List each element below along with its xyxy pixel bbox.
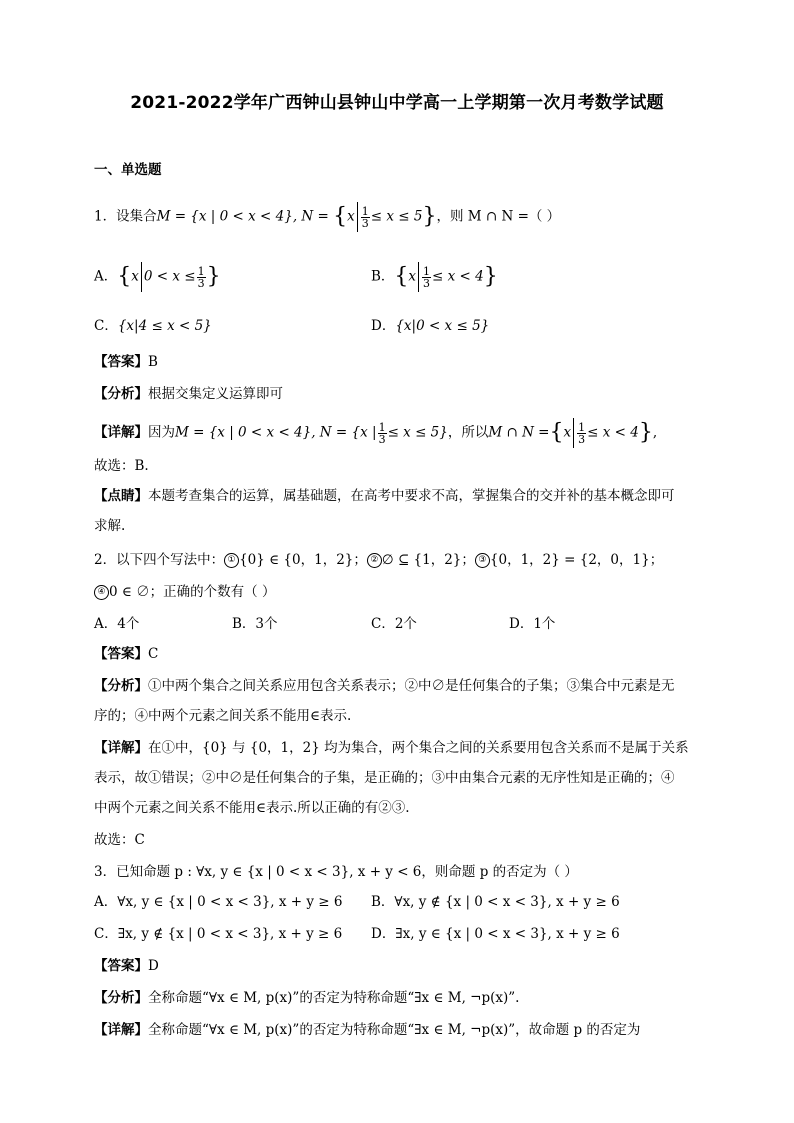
q1-answer-value: B [148, 354, 158, 370]
q1-comment-line1: 本题考查集合的运算，属基础题，在高考中要求不高，掌握集合的交并补的基本概念即可 [148, 488, 675, 504]
q1-m-def: M = {x | 0 < x < 4} [156, 208, 293, 225]
q2-stem [94, 550, 700, 570]
q2-stem-intro: 2．以下四个写法中： [94, 552, 225, 568]
q1-option-c [94, 316, 212, 336]
q1-analysis-text: 根据交集定义运算即可 [148, 386, 283, 402]
q3-detail-text: 全称命题“∀x ∈ M, p(x)”的否定为特称命题“∃x ∈ M, ¬p(x)”，故命题 p 的否定为 [148, 1022, 641, 1038]
q1-comment-tag: 【点睛】 [94, 488, 148, 504]
q1-option-c-label: C． [94, 318, 118, 334]
q2-stem-line2 [94, 582, 700, 602]
q2-analysis-line2: 序的；④中两个元素之间关系不能用∈表示. [94, 708, 352, 724]
section-heading: 一、单选题 [94, 162, 162, 178]
q2-statement-4: 0 ∈ ∅；正确的个数有（ ） [109, 584, 276, 600]
q2-detail-line2: 表示，故①错误；②中∅是任何集合的子集，是正确的；③中由集合元素的无序性知是正确的；④ [94, 770, 675, 786]
q1-answer-tag: 【答案】 [94, 354, 148, 370]
q1-option-d-label: D． [371, 318, 396, 334]
q1-stem-post: ，则 M ∩ N =（ ） [436, 208, 561, 225]
q1-comment-line2: 求解. [94, 518, 126, 534]
q1-detail-mid: ≤ x ≤ 5} [387, 424, 448, 441]
q1-stem: 1．设集合M = {x | 0 < x < 4}, N = {x $\frac{1}{3}$ ≤ x ≤ 5}，则 M ∩ N =（ ） [94, 202, 700, 232]
q2-statement-1: {0} ∈ {0，1，2}； [239, 552, 367, 568]
q1-detail-res-post: ≤ x < 4 [587, 424, 639, 441]
q2-detail-tag: 【详解】 [94, 740, 148, 756]
q3-stem: 3．已知命题 p : ∀x, y ∈ {x | 0 < x < 3}, x + y < 6，则命题 p 的否定为（ ） [94, 864, 578, 880]
q1-comment [94, 486, 700, 506]
q1-option-b: B．{x $\frac{1}{3}$ ≤ x < 4} [371, 262, 498, 292]
q1-n-frac: $\frac{1}{3}$ [361, 204, 369, 230]
q3-detail [94, 1020, 700, 1040]
q1-detail-res: M ∩ N = [488, 424, 550, 441]
q1-option-a: A．{x 0 < x ≤ $\frac{1}{3}$ } [94, 262, 221, 292]
q1-stem-pre: 设集合 [116, 208, 157, 225]
q3-analysis-tag: 【分析】 [94, 990, 148, 1006]
q2-detail-line3: 中两个元素之间关系不能用∈表示.所以正确的有②③. [94, 800, 410, 816]
q2-answer [94, 644, 700, 664]
q1-number: 1． [94, 208, 117, 225]
q1-detail-so: ，所以 [447, 424, 489, 441]
q2-option-d: D．1个 [509, 616, 556, 632]
q2-analysis [94, 676, 700, 696]
q2-option-b: B．3个 [232, 616, 278, 632]
q1-analysis-tag: 【分析】 [94, 386, 148, 402]
q3-analysis [94, 988, 700, 1008]
q1-answer [94, 352, 700, 372]
q3-answer-tag: 【答案】 [94, 958, 148, 974]
q1-option-c-body: {x|4 ≤ x < 5} [117, 318, 212, 334]
q3-option-d: D．∃x, y ∈ {x | 0 < x < 3}, x + y ≥ 6 [371, 926, 620, 942]
q1-n-pre: , N = [292, 208, 334, 225]
q2-analysis-line1: ①中两个集合之间关系应用包含关系表示；②中∅是任何集合的子集；③集合中元素是无 [148, 678, 675, 694]
page-title: 2021-2022学年广西钟山县钟山中学高一上学期第一次月考数学试题 [130, 93, 664, 113]
q3-analysis-text: 全称命题“∀x ∈ M, p(x)”的否定为特称命题“∃x ∈ M, ¬p(x)”. [148, 990, 520, 1006]
q1-option-a-label: A． [94, 268, 118, 285]
q3-option-a: A．∀x, y ∈ {x | 0 < x < 3}, x + y ≥ 6 [94, 894, 343, 910]
q2-detail-line1: 在①中，{0} 与 {0，1，2} 均为集合，两个集合之间的关系要用包含关系而不是属于关系 [148, 740, 689, 756]
q1-option-b-label: B． [371, 268, 395, 285]
q2-circle-4: ④ [94, 585, 109, 600]
q2-analysis-tag: 【分析】 [94, 678, 148, 694]
q1-detail: 【详解】因为M = {x | 0 < x < 4}, N = {x | $\frac{1}{3}$ ≤ x ≤ 5}，所以M ∩ N ={x $\frac{1}{3}$ ≤ x < 4}, [94, 418, 700, 448]
q2-circle-3: ③ [475, 553, 490, 568]
q1-detail-end: , [652, 424, 658, 441]
q2-statement-2: ∅ ⊆ {1，2}； [381, 552, 475, 568]
q1-option-a-body: 0 < x ≤ [143, 268, 196, 285]
q1-option-b-body: ≤ x < 4 [432, 268, 484, 285]
q1-choose: 故选：B. [94, 458, 149, 474]
q2-choose: 故选：C [94, 832, 145, 848]
q3-option-b: B．∀x, y ∉ {x | 0 < x < 3}, x + y ≥ 6 [371, 894, 620, 910]
q1-option-d [371, 316, 489, 336]
q1-detail-tag: 【详解】 [94, 424, 148, 441]
q1-analysis [94, 384, 700, 404]
q2-detail [94, 738, 700, 758]
q3-option-c: C．∃x, y ∉ {x | 0 < x < 3}, x + y ≥ 6 [94, 926, 343, 942]
q3-answer-value: D [148, 958, 159, 974]
q1-n-post: ≤ x ≤ 5 [370, 208, 423, 225]
q3-detail-tag: 【详解】 [94, 1022, 148, 1038]
q1-option-d-body: {x|0 < x ≤ 5} [395, 318, 490, 334]
q2-answer-value: C [148, 646, 159, 662]
q2-statement-3: {0，1，2} = {2，0，1}； [489, 552, 664, 568]
q2-option-a: A．4个 [94, 616, 140, 632]
q1-detail-math: M = {x | 0 < x < 4}, N = {x | [175, 424, 377, 441]
q2-circle-2: ② [367, 553, 382, 568]
q2-circle-1: ① [224, 553, 239, 568]
q1-detail-pre: 因为 [148, 424, 175, 441]
q2-answer-tag: 【答案】 [94, 646, 148, 662]
q2-option-c: C．2个 [371, 616, 417, 632]
q3-answer [94, 956, 700, 976]
